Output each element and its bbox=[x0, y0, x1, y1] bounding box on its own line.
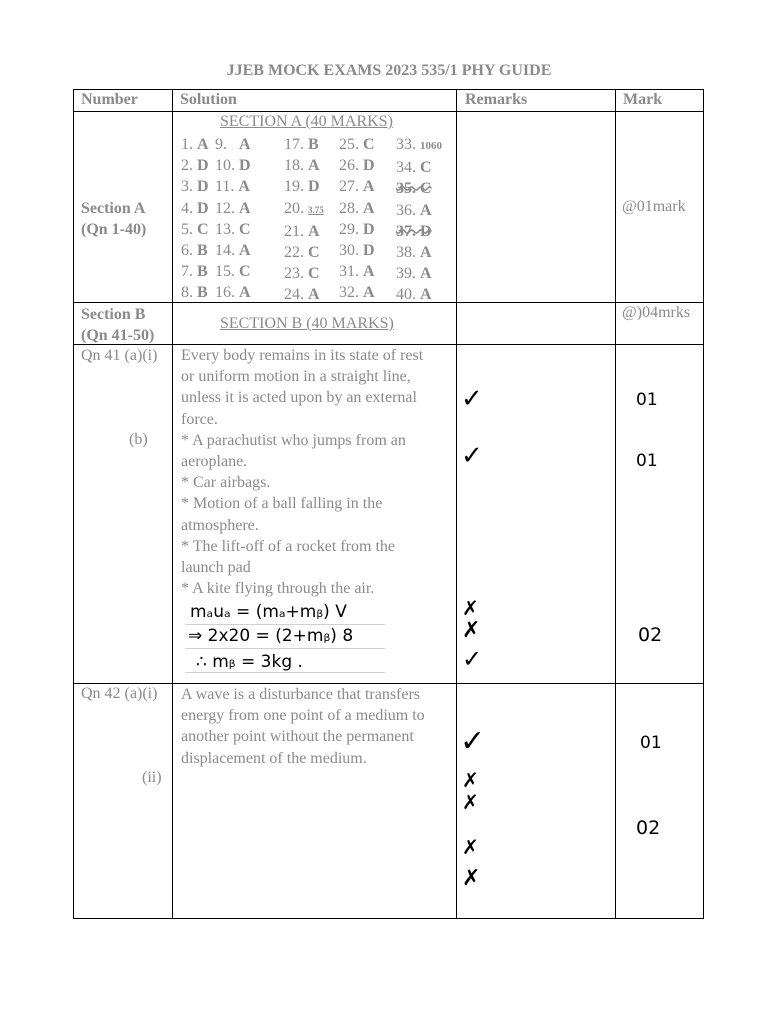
answer-item: 3. D bbox=[181, 178, 209, 196]
answer-item: 20. 3.75 bbox=[284, 199, 324, 217]
section-a-title: SECTION A (40 MARKS) bbox=[220, 113, 393, 130]
answer-item: 29. D bbox=[339, 220, 375, 238]
section-b-title: SECTION B (40 MARKS) bbox=[220, 315, 394, 332]
qn41-mark-2: 01 bbox=[636, 451, 658, 471]
tick-cross-icon: ✗ bbox=[462, 768, 479, 792]
tick-cross-icon: ✗ bbox=[462, 835, 479, 859]
tick-icon: ✓ bbox=[462, 645, 483, 673]
answer-item: 32. A bbox=[339, 284, 375, 302]
qn41-working-line-2: ⇒ 2x20 = (2+mᵦ) 8 bbox=[188, 626, 354, 646]
header-mark: Mark bbox=[623, 91, 663, 108]
answer-item: 39. A bbox=[396, 265, 432, 283]
answer-item: 21. A bbox=[284, 222, 320, 240]
answer-item: 27. A bbox=[339, 178, 375, 196]
tick-icon: ✓ bbox=[461, 384, 483, 414]
qn41-working-line-1: mₐuₐ = (mₐ+mᵦ) V bbox=[190, 602, 347, 622]
answer-item: 12. A bbox=[215, 199, 251, 217]
answer-item-struck: 35. C bbox=[396, 180, 432, 198]
answer-column-5 bbox=[396, 134, 442, 306]
section-b-label: Section B (Qn 41-50) bbox=[81, 306, 155, 344]
header-remarks: Remarks bbox=[465, 91, 528, 108]
answer-item: 30. D bbox=[339, 242, 375, 260]
section-a-mark: @01mark bbox=[622, 198, 686, 215]
qn41-mark-3: 02 bbox=[638, 624, 663, 646]
answer-item: 40. A bbox=[396, 286, 432, 304]
tick-cross-icon: ✗ bbox=[462, 790, 479, 814]
answer-column-3 bbox=[284, 134, 324, 306]
answer-item: 14. A bbox=[215, 242, 251, 260]
qn41-label-a: Qn 41 (a)(i) bbox=[81, 347, 158, 364]
answer-item: 13. C bbox=[215, 220, 251, 238]
answer-item: 8. B bbox=[181, 284, 208, 302]
answer-item: 18. A bbox=[284, 157, 320, 175]
qn41-working-line-3: ∴ mᵦ = 3kg . bbox=[196, 652, 303, 672]
answer-item: 19. D bbox=[284, 178, 320, 196]
answer-column-2 bbox=[215, 134, 251, 304]
section-b-mark: @)04mrks bbox=[622, 304, 691, 321]
tick-icon: ✓ bbox=[461, 441, 483, 471]
qn41-label-b: (b) bbox=[129, 431, 148, 448]
answer-item: 4. D bbox=[181, 199, 209, 217]
answer-item: 38. A bbox=[396, 244, 432, 262]
answer-item: 22. C bbox=[284, 244, 320, 262]
answer-item: 9. A bbox=[215, 136, 251, 153]
answer-item: 15. C bbox=[215, 263, 251, 281]
answer-item: 34. C bbox=[396, 159, 432, 177]
answer-item: 36. A bbox=[396, 201, 432, 219]
answer-item: 24. A bbox=[284, 286, 320, 304]
answer-item: 7. B bbox=[181, 263, 208, 281]
answer-item: 28. A bbox=[339, 199, 375, 217]
answer-item: 11. A bbox=[215, 178, 250, 196]
header-number: Number bbox=[81, 91, 138, 108]
tick-cross-icon: ✗ bbox=[462, 596, 479, 620]
answer-column-1 bbox=[181, 134, 209, 304]
qn42-mark-2: 02 bbox=[636, 817, 661, 839]
answer-item: 1. A bbox=[181, 136, 209, 153]
answer-item: 6. B bbox=[181, 242, 208, 260]
document-title: JJEB MOCK EXAMS 2023 535/1 PHY GUIDE bbox=[226, 62, 552, 79]
answer-item: 2. D bbox=[181, 157, 209, 175]
answer-item: 10. D bbox=[215, 157, 251, 175]
tick-cross-icon: ✗ bbox=[462, 618, 481, 643]
section-a-label: Section A (Qn 1-40) bbox=[81, 200, 147, 238]
tick-cross-icon: ✗ bbox=[462, 866, 481, 891]
answer-item: 31. A bbox=[339, 263, 375, 281]
qn42-mark-1: 01 bbox=[640, 733, 662, 753]
qn42-label-a: Qn 42 (a)(i) bbox=[81, 685, 158, 702]
answer-item: 5. C bbox=[181, 220, 209, 238]
tick-icon: ✓ bbox=[460, 724, 486, 759]
answer-item: 16. A bbox=[215, 284, 251, 302]
qn42-solution: A wave is a disturbance that transfers energy from one point of a medium to another point without the permanent displacement of the medium. bbox=[181, 686, 425, 767]
answer-item: 26. D bbox=[339, 157, 375, 175]
answer-item: 23. C bbox=[284, 265, 320, 283]
answer-item: 25. C bbox=[339, 136, 375, 153]
qn41-solution: Every body remains in its state of rest or uniform motion in a straight line, unless it is acted upon by an external force. * A parachutist who jumps from an aeroplane. * Car airbags. * Motion of a ball falling in the atmosphere. * The lift-off of a rocket from the launch pad * A kite flying through the air. bbox=[181, 347, 424, 598]
qn42-label-b: (ii) bbox=[142, 769, 162, 786]
answer-item: 33. 1060 bbox=[396, 136, 442, 153]
header-solution: Solution bbox=[180, 91, 237, 108]
answer-item-struck: 37. D bbox=[396, 222, 432, 240]
qn41-mark-1: 01 bbox=[636, 390, 658, 410]
answer-column-4 bbox=[339, 134, 375, 304]
answer-item: 17. B bbox=[284, 136, 319, 153]
